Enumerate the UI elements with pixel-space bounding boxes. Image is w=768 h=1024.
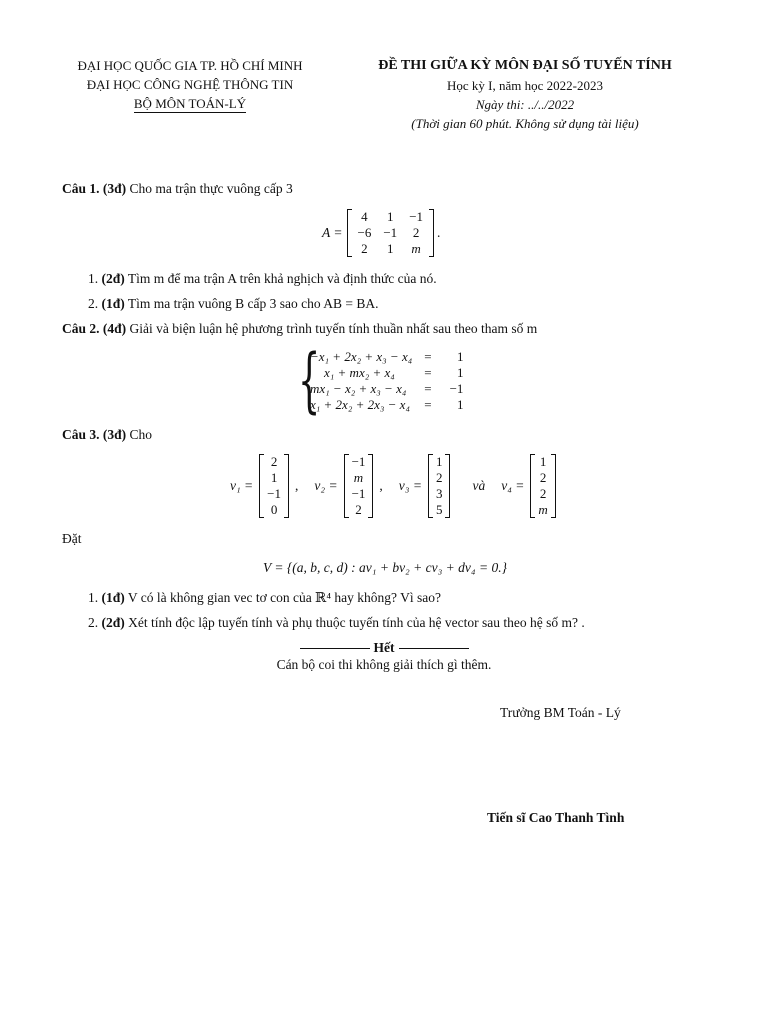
vector-entry: 2: [435, 470, 443, 485]
question-3: [62, 426, 152, 444]
school-name: ĐẠI HỌC CÔNG NGHỆ THÔNG TIN: [86, 77, 294, 92]
system-rhs: 1: [456, 397, 464, 412]
end-text: Hết: [373, 640, 395, 655]
vector-v4: [530, 454, 555, 518]
matrix-a-equation: [322, 209, 440, 257]
separator: ,: [379, 478, 383, 493]
system-brace: {: [298, 339, 321, 421]
vector-entry: 5: [435, 502, 443, 517]
system-lhs: −x₁ + 2x₂ + x₃ − x₄: [310, 349, 413, 364]
equals-sign: =: [424, 365, 432, 380]
item-points: (2đ): [101, 271, 125, 286]
item-number: 1.: [88, 271, 99, 286]
q1-text: Cho ma trận thực vuông cấp 3: [129, 181, 293, 196]
vector-entry: 1: [539, 454, 547, 469]
q2-label: Câu 2. (4đ): [62, 321, 127, 336]
vector-name: v₃ =: [398, 478, 422, 493]
item-text: V có là không gian vec tơ con của ℝ⁴ hay không? Vì sao?: [127, 590, 442, 605]
system-rhs: 1: [456, 349, 464, 364]
vector-name: v₁ =: [230, 478, 254, 493]
matrix-cell: m: [411, 241, 421, 256]
vector-entry: 1: [270, 470, 278, 485]
vector-name: v₄ =: [501, 478, 525, 493]
item-text: Xét tính độc lập tuyến tính và phụ thuộc tuyến tính của hệ vector sau theo hệ số m? .: [128, 615, 585, 630]
vector-entry: 1: [435, 454, 443, 469]
vector-name: v₂ =: [314, 478, 338, 493]
vector-entry: m: [538, 502, 548, 517]
vector-entry: −1: [267, 486, 282, 501]
system-lhs: mx₁ − x₂ + x₃ − x₄: [310, 381, 407, 396]
q1-label: Câu 1. (3đ): [62, 181, 127, 196]
vector-entry: −1: [351, 486, 366, 501]
exam-note: (Thời gian 60 phút. Không sử dụng tài liệu): [411, 116, 639, 131]
matrix-a-lhs: A =: [322, 225, 343, 240]
system-lhs: x₁ + 2x₂ + 2x₃ − x₄: [310, 397, 410, 412]
exam-date: Ngày thi: ../../2022: [475, 97, 575, 112]
vector-v2: [344, 454, 374, 518]
q1-item-2: [88, 295, 378, 313]
divider-line: [399, 648, 469, 649]
separator: và: [472, 478, 486, 493]
end-marker: [184, 639, 584, 657]
system-rhs: −1: [449, 381, 464, 396]
q1-item-1: [88, 270, 437, 288]
vector-entry: m: [353, 470, 364, 485]
system-lhs: x₁ + mx₂ + x₄: [324, 365, 395, 380]
exam-info-block: [350, 56, 700, 133]
matrix-a: [347, 209, 435, 257]
item-points: (2đ): [101, 615, 125, 630]
exam-title: ĐỀ THI GIỮA KỲ MÔN ĐẠI SỐ TUYẾN TÍNH: [378, 58, 672, 73]
department-name: BỘ MÔN TOÁN-LÝ: [133, 96, 247, 111]
separator: ,: [295, 478, 299, 493]
vector-entry: −1: [351, 454, 366, 469]
item-points: (1đ): [101, 296, 125, 311]
head-of-department: Trưởng BM Toán - Lý: [500, 705, 621, 720]
matrix-cell: −1: [409, 209, 424, 224]
vector-v1: [259, 454, 289, 518]
q2-text: Giải và biện luận hệ phương trình tuyến tính thuần nhất sau theo tham số m: [129, 321, 538, 336]
q3-text: Cho: [129, 427, 153, 442]
q3-item-1: [88, 589, 441, 607]
vector-entry: 2: [355, 502, 362, 517]
set-definition: V = {(a, b, c, d) : av₁ + bv₂ + cv₃ + dv₄ = 0.}: [263, 560, 507, 575]
system-rhs: 1: [456, 365, 464, 380]
item-text: Tìm m để ma trận A trên khả nghịch và định thức của nó.: [127, 271, 437, 286]
period: .: [437, 225, 441, 240]
item-number: 1.: [88, 590, 99, 605]
question-1: [62, 180, 293, 198]
matrix-cell: −6: [357, 225, 372, 240]
item-points: (1đ): [101, 590, 125, 605]
equals-sign: =: [424, 397, 432, 412]
vector-v3: [428, 454, 451, 518]
signer-name: Tiến sĩ Cao Thanh Tình: [487, 810, 625, 825]
dat-label: Đặt: [62, 531, 82, 546]
end-note: Cán bộ coi thi không giải thích gì thêm.: [276, 657, 492, 672]
item-number: 2.: [88, 615, 99, 630]
matrix-cell: 1: [387, 209, 394, 224]
vector-entry: 2: [270, 454, 278, 469]
question-2: [62, 320, 537, 338]
equals-sign: =: [424, 381, 432, 396]
q3-item-2: [88, 614, 585, 632]
matrix-cell: 1: [387, 241, 394, 256]
equals-sign: =: [424, 349, 432, 364]
matrix-cell: 4: [361, 209, 368, 224]
vector-entry: 3: [435, 486, 443, 501]
university-name: ĐẠI HỌC QUỐC GIA TP. HỒ CHÍ MINH: [77, 58, 303, 73]
q3-label: Câu 3. (3đ): [62, 427, 127, 442]
vector-entry: 2: [539, 486, 547, 501]
matrix-cell: 2: [361, 241, 368, 256]
matrix-cell: 2: [412, 225, 420, 240]
vector-entry: 0: [270, 502, 278, 517]
divider-line: [300, 648, 370, 649]
institution-block: [40, 56, 340, 113]
equation-system: [298, 339, 768, 421]
vector-entry: 2: [539, 470, 547, 485]
vector-list: [230, 454, 556, 518]
item-number: 2.: [88, 296, 99, 311]
item-text: Tìm ma trận vuông B cấp 3 sao cho AB = BA.: [127, 296, 379, 311]
matrix-cell: −1: [383, 225, 398, 240]
semester: Học kỳ I, năm học 2022-2023: [447, 78, 603, 93]
